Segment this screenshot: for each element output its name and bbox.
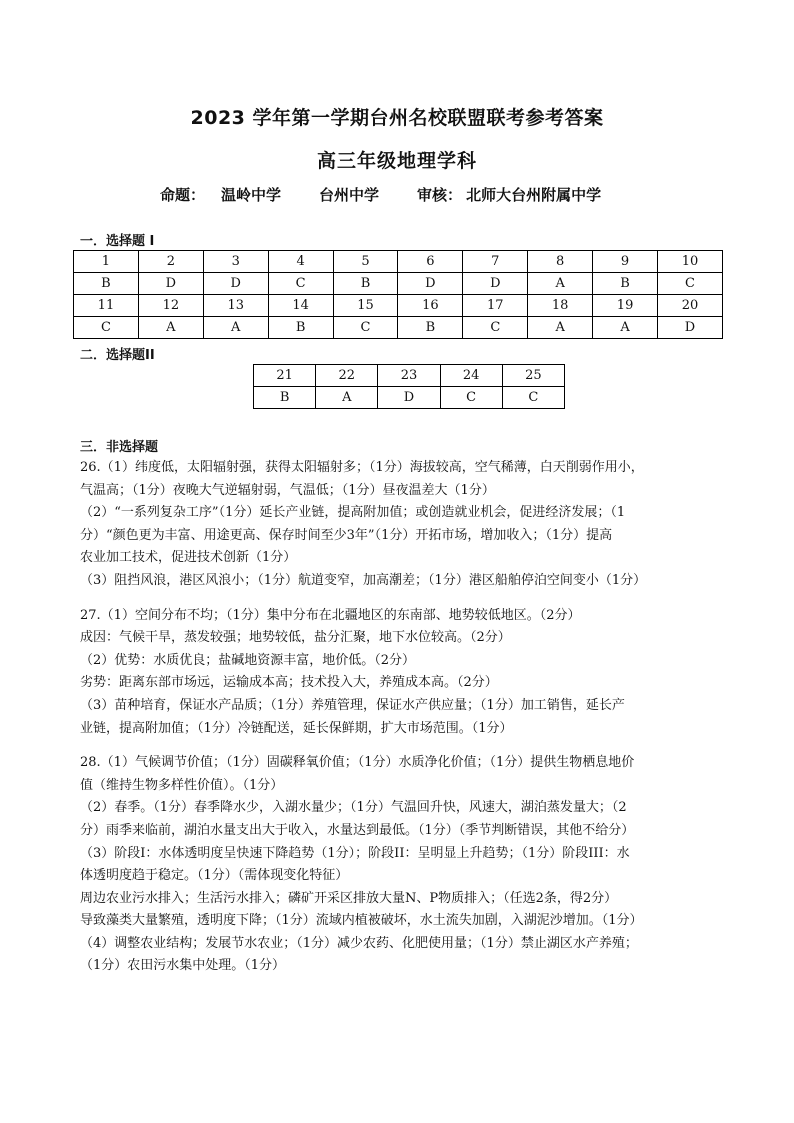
table-cell: D bbox=[463, 273, 528, 295]
answer-26 bbox=[80, 457, 720, 593]
table-cell: A bbox=[316, 387, 378, 409]
answer-line: 分）雨季来临前，湖泊水量支出大于收入，水量达到最低。（1分）（季节判断错误，其他不给分） bbox=[80, 822, 635, 838]
answer-line: （1分）农田污水集中处理。（1分） bbox=[80, 958, 286, 974]
answer-line: 28.（1）气候调节价值；（1分）固碳释氧价值；（1分）水质净化价值；（1分）提供生物栖息地价 bbox=[80, 755, 635, 771]
section-1-heading: 一．选择题 I bbox=[80, 234, 155, 249]
table-cell: 3 bbox=[203, 251, 268, 273]
table-cell: C bbox=[333, 317, 398, 339]
answer-line: （2）“一系列复杂工序”（1分）延长产业链，提高附加值；或创造就业机会，促进经济发展；（1 bbox=[80, 505, 626, 521]
page-subtitle: 高三年级地理学科 bbox=[316, 150, 477, 172]
table-cell: B bbox=[268, 317, 333, 339]
table-cell: C bbox=[463, 317, 528, 339]
answer-line: 劣势：距离东部市场远，运输成本高；技术投入大，养殖成本高。（2分） bbox=[80, 675, 498, 691]
table-cell: 10 bbox=[658, 251, 723, 273]
table-cell: 23 bbox=[378, 365, 440, 387]
table-cell: 11 bbox=[74, 295, 139, 317]
table-cell: 15 bbox=[333, 295, 398, 317]
table-cell: 14 bbox=[268, 295, 333, 317]
table-cell: 12 bbox=[138, 295, 203, 317]
answer-line: 27.（1）空间分布不均；（1分）集中分布在北疆地区的东南部、地势较低地区。（2分） bbox=[80, 607, 581, 623]
table-row bbox=[74, 317, 723, 339]
table-cell: 1 bbox=[74, 251, 139, 273]
table-cell: 20 bbox=[658, 295, 723, 317]
table-cell: C bbox=[440, 387, 502, 409]
answer-line: 分）“颜色更为丰富、用途更高、保存时间至少3年”（1分）开拓市场，增加收入；（1分）提高 bbox=[80, 527, 613, 543]
table-cell: 6 bbox=[398, 251, 463, 273]
section-2-heading: 二．选择题II bbox=[80, 348, 155, 363]
table-row bbox=[74, 273, 723, 295]
section-3-heading: 三．非选择题 bbox=[80, 440, 159, 455]
table-cell: 21 bbox=[254, 365, 316, 387]
table-cell: B bbox=[398, 317, 463, 339]
answer-27 bbox=[80, 605, 720, 741]
author-school-2: 台州中学 bbox=[319, 186, 380, 204]
table-cell: 9 bbox=[593, 251, 658, 273]
authors-label: 命题： bbox=[160, 186, 206, 204]
non-choice-answers bbox=[80, 457, 720, 978]
answer-line: 导致藻类大量繁殖，透明度下降；（1分）流域内植被破坏，水土流失加剧，入湖泥沙增加。（1分） bbox=[80, 913, 643, 929]
table-cell: C bbox=[268, 273, 333, 295]
table-cell: B bbox=[74, 273, 139, 295]
answer-line: 体透明度趋于稳定。（1分）（需体现变化特征） bbox=[80, 868, 349, 884]
table-cell: 22 bbox=[316, 365, 378, 387]
table-cell: A bbox=[138, 317, 203, 339]
table-cell: D bbox=[378, 387, 440, 409]
table-cell: B bbox=[593, 273, 658, 295]
table-cell: D bbox=[658, 317, 723, 339]
answer-line: 值（维持生物多样性价值）。（1分） bbox=[80, 777, 284, 793]
page-title: 2023 学年第一学期台州名校联盟联考参考答案 bbox=[190, 107, 604, 129]
table-cell: D bbox=[398, 273, 463, 295]
answer-line: 周边农业污水排入；生活污水排入；磷矿开采区排放大量N、P物质排入；（任选2条，得2分） bbox=[80, 890, 618, 906]
table-cell: B bbox=[254, 387, 316, 409]
table-cell: 7 bbox=[463, 251, 528, 273]
reviewer-school: 北师大台州附属中学 bbox=[466, 186, 602, 204]
table-cell: A bbox=[203, 317, 268, 339]
answer-line: 气温高；（1分）夜晚大气逆辐射弱，气温低；（1分）昼夜温差大（1分） bbox=[80, 482, 495, 498]
table-cell: 2 bbox=[138, 251, 203, 273]
answer-line: （3）阶段I：水体透明度呈快速下降趋势（1分）；阶段II：呈明显上升趋势；（1分）阶段III：水 bbox=[80, 845, 630, 861]
reviewer-label: 审核： bbox=[417, 186, 463, 204]
table-cell: 19 bbox=[593, 295, 658, 317]
table-cell: A bbox=[528, 317, 593, 339]
table-cell: 16 bbox=[398, 295, 463, 317]
authors-line bbox=[160, 184, 601, 205]
table-row bbox=[254, 365, 565, 387]
table-cell: 25 bbox=[502, 365, 564, 387]
table-cell: 13 bbox=[203, 295, 268, 317]
answer-28 bbox=[80, 752, 720, 978]
author-school-1: 温岭中学 bbox=[221, 186, 282, 204]
table-cell: D bbox=[203, 273, 268, 295]
answer-line: （3）阻挡风浪，港区风浪小；（1分）航道变窄，加高潮差；（1分）港区船舶停泊空间变小（1分） bbox=[80, 572, 647, 588]
answer-line: （2）春季。（1分）春季降水少，入湖水量少；（1分）气温回升快，风速大，湖泊蒸发量大；（2 bbox=[80, 800, 627, 816]
table-cell: D bbox=[138, 273, 203, 295]
table-cell: A bbox=[593, 317, 658, 339]
answer-line: （3）苗种培育，保证水产品质；（1分）养殖管理，保证水产供应量；（1分）加工销售，延长产 bbox=[80, 697, 625, 713]
choice-answer-table-2 bbox=[253, 364, 565, 409]
answer-line: （2）优势：水质优良；盐碱地资源丰富，地价低。（2分） bbox=[80, 652, 416, 668]
table-cell: 4 bbox=[268, 251, 333, 273]
table-cell: 8 bbox=[528, 251, 593, 273]
table-row bbox=[74, 295, 723, 317]
table-cell: A bbox=[528, 273, 593, 295]
table-cell: 17 bbox=[463, 295, 528, 317]
table-cell: 18 bbox=[528, 295, 593, 317]
table-row bbox=[254, 387, 565, 409]
answer-line: （4）调整农业结构；发展节水农业；（1分）减少农药、化肥使用量；（1分）禁止湖区水产养殖； bbox=[80, 935, 638, 951]
choice-answer-table-1 bbox=[73, 250, 723, 339]
table-row bbox=[74, 251, 723, 273]
table-cell: B bbox=[333, 273, 398, 295]
answer-line: 成因：气候干旱，蒸发较强；地势较低，盐分汇聚，地下水位较高。（2分） bbox=[80, 630, 511, 646]
table-cell: C bbox=[502, 387, 564, 409]
answer-line: 26.（1）纬度低，太阳辐射强，获得太阳辐射多；（1分）海拔较高，空气稀薄，白天削弱作用小， bbox=[80, 460, 644, 475]
answer-line: 农业加工技术，促进技术创新（1分） bbox=[80, 550, 297, 566]
table-cell: C bbox=[74, 317, 139, 339]
table-cell: C bbox=[658, 273, 723, 295]
table-cell: 5 bbox=[333, 251, 398, 273]
table-cell: 24 bbox=[440, 365, 502, 387]
answer-line: 业链，提高附加值；（1分）冷链配送，延长保鲜期，扩大市场范围。（1分） bbox=[80, 720, 513, 736]
